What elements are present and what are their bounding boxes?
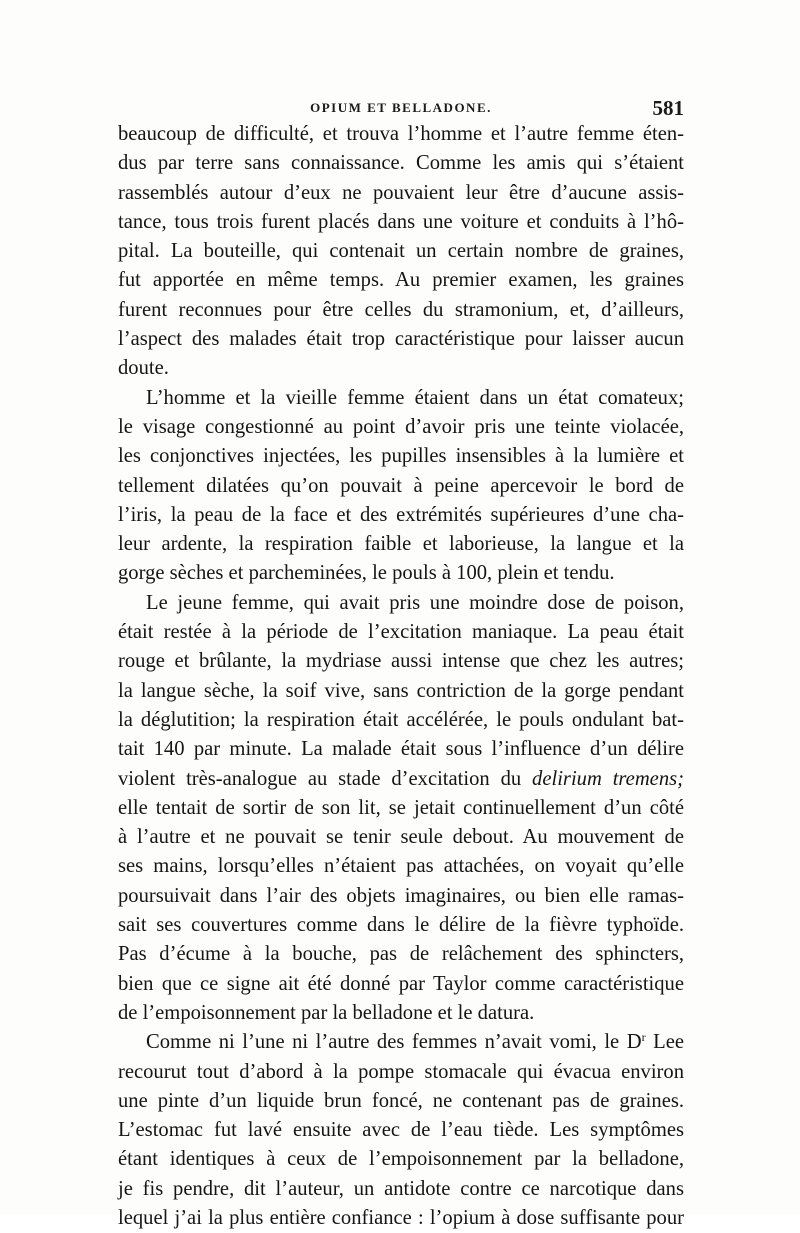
text-line: l’aspect des malades était trop caractéristique pour laisser aucun — [118, 328, 684, 351]
text-line — [118, 1028, 684, 1057]
text-line: gorge sèches et parcheminées, le pouls à 100, plein et tendu. — [118, 562, 615, 585]
text-line: les conjonctives injectées, les pupilles insensibles à la lumière et — [118, 445, 684, 468]
body-text — [118, 120, 684, 1233]
text-line — [118, 765, 684, 794]
text-line: Pas d’écume à la bouche, pas de relâchement des sphincters, — [118, 943, 684, 966]
text-line: je fis pendre, dit l’auteur, un antidote contre ce narcotique dans — [118, 1177, 684, 1200]
page-number: 581 — [652, 96, 684, 120]
running-title: OPIUM ET BELLADONE. — [310, 100, 492, 115]
text-line: rassemblés autour d’eux ne pouvaient leur être d’aucune assis- — [118, 181, 684, 204]
text-line: furent reconnues pour être celles du stramonium, et, d’ailleurs, — [118, 298, 684, 321]
text-line: de l’empoisonnement par la belladone et le datura. — [118, 1001, 535, 1024]
text-segment: Comme ni l’une ni l’autre des femmes n’avait vomi, le D — [146, 1031, 642, 1054]
text-line: ses mains, lorsqu’elles n’étaient pas attachées, on voyait qu’elle — [118, 855, 684, 878]
text-line: poursuivait dans l’air des objets imaginaires, ou bien elle ramas- — [118, 884, 684, 907]
text-line: doute. — [118, 357, 169, 380]
text-line: une pinte d’un liquide brun foncé, ne contenant pas de graines. — [118, 1089, 684, 1112]
text-line: L’estomac fut lavé ensuite avec de l’eau tiède. Les symptômes — [118, 1119, 684, 1142]
text-line: à l’autre et ne pouvait se tenir seule debout. Au mouvement de — [118, 826, 684, 849]
text-line: le visage congestionné au point d’avoir pris une teinte violacée, — [118, 415, 684, 438]
text-line: l’iris, la peau de la face et des extrémités supérieures d’une cha- — [118, 503, 684, 526]
text-line: bien que ce signe ait été donné par Taylor comme caractéristique — [118, 972, 684, 995]
text-line: recourut tout d’abord à la pompe stomacale qui évacua environ — [118, 1060, 684, 1083]
text-line: rouge et brûlante, la mydriase aussi intense que chez les autres; — [118, 650, 684, 673]
text-line: tait 140 par minute. La malade était sous l’influence d’un délire — [118, 738, 684, 761]
text-line: fut apportée en même temps. Au premier examen, les graines — [118, 269, 684, 292]
text-line: était restée à la période de l’excitation maniaque. La peau était — [118, 621, 684, 644]
text-line: L’homme et la vieille femme étaient dans un état comateux; — [146, 386, 684, 409]
text-line: tellement dilatées qu’on pouvait à peine apercevoir le bord de — [118, 474, 684, 497]
text-segment: violent très-analogue au stade d’excitation du — [118, 767, 533, 790]
italic-term: delirium tremens; — [532, 767, 684, 790]
text-line: beaucoup de difficulté, et trouva l’homme et l’autre femme éten- — [118, 123, 684, 145]
text-line: étant identiques à ceux de l’empoisonnement par la belladone, — [118, 1148, 684, 1171]
text-line: sait ses couvertures comme dans le délire de la fièvre typhoïde. — [118, 914, 684, 937]
superscript: r — [641, 1030, 646, 1045]
text-line: lequel j’ai la plus entière confiance : l’opium à dose suffisante pour — [118, 1206, 684, 1229]
text-line: dus par terre sans connaissance. Comme les amis qui s’étaient — [118, 152, 684, 175]
text-line: leur ardente, la respiration faible et laborieuse, la langue et la — [118, 533, 684, 556]
text-line: pital. La bouteille, qui contenait un certain nombre de graines, — [118, 240, 684, 263]
text-line: la déglutition; la respiration était accélérée, le pouls ondulant bat- — [118, 708, 684, 731]
text-line: la langue sèche, la soif vive, sans contriction de la gorge pendant — [118, 679, 684, 702]
text-line: tance, tous trois furent placés dans une voiture et conduits à l’hô- — [118, 210, 684, 233]
text-segment: Lee — [645, 1031, 684, 1054]
text-line: Le jeune femme, qui avait pris une moindre dose de poison, — [146, 591, 684, 614]
running-head — [118, 96, 684, 120]
text-line: elle tentait de sortir de son lit, se jetait continuellement d’un côté — [118, 796, 684, 819]
